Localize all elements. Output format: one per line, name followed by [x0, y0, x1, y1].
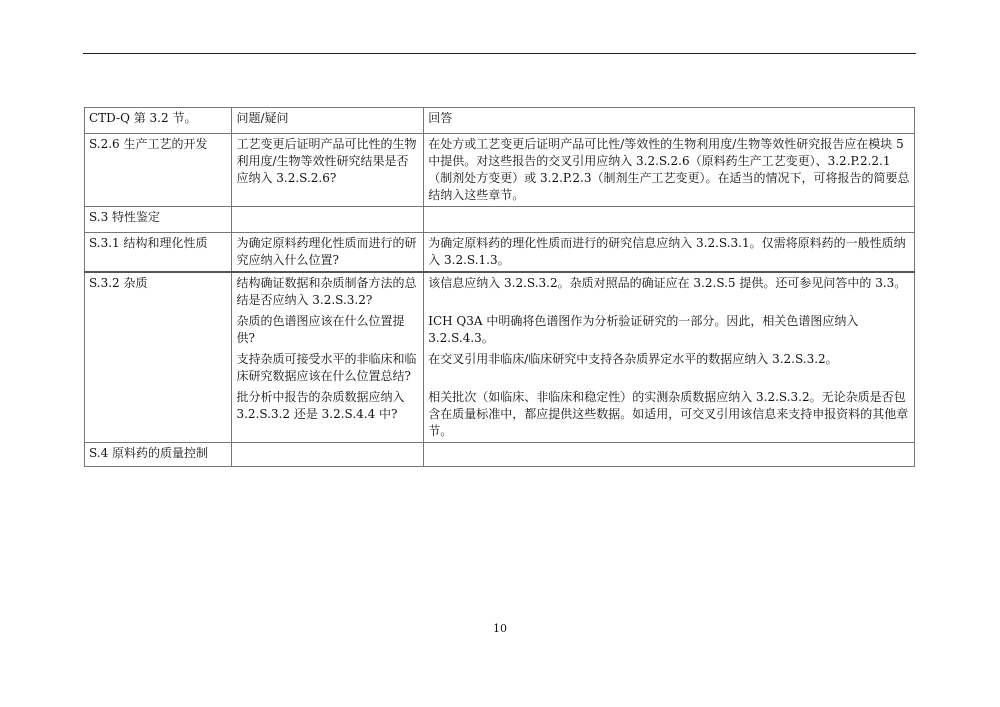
section-title: S.4 原料药的质量控制	[85, 443, 232, 467]
section-title: S.2.6 生产工艺的开发	[85, 134, 232, 207]
answer-cell	[424, 207, 915, 233]
answer-cell: 在处方或工艺变更后证明产品可比性/等效性的生物利用度/生物等效性研究报告应在模块 5 中提供。对这些报告的交叉引用应纳入 3.2.S.2.6（原料药生产工艺变更）、3.2.P.2.2.1（制剂处方变更）或 3.2.P.2.3（制剂生产工艺变更）。在适当的情况下，可将报告的简要总结纳入这些章节。	[424, 134, 915, 207]
question-cell: 工艺变更后证明产品可比性的生物利用度/生物等效性研究结果是否应纳入 3.2.S.2.6?	[232, 134, 424, 207]
answer-cell: 该信息应纳入 3.2.S.3.2。杂质对照品的确证应在 3.2.S.5 提供。还可参见问答中的 3.3。	[424, 272, 915, 311]
page-number: 10	[493, 622, 507, 635]
table-header-row	[85, 108, 915, 134]
question-cell	[232, 443, 424, 467]
section-title: S.3.1 结构和理化性质	[85, 233, 232, 273]
answer-cell: ICH Q3A 中明确将色谱图作为分析验证研究的一部分。因此，相关色谱图应纳入 3.2.S.4.3。	[424, 311, 915, 349]
header-question: 问题/疑问	[232, 108, 424, 134]
table-row	[85, 134, 915, 207]
question-cell: 为确定原料药理化性质而进行的研究应纳入什么位置?	[232, 233, 424, 273]
answer-cell	[424, 443, 915, 467]
answer-cell: 相关批次（如临床、非临床和稳定性）的实测杂质数据应纳入 3.2.S.3.2。无论杂质是否包含在质量标准中，都应提供这些数据。如适用，可交叉引用该信息来支持申报资料的其他章节。	[424, 387, 915, 443]
answer-cell: 在交叉引用非临床/临床研究中支持各杂质界定水平的数据应纳入 3.2.S.3.2。	[424, 349, 915, 387]
qa-table	[84, 107, 915, 467]
answer-cell: 为确定原料药的理化性质而进行的研究信息应纳入 3.2.S.3.1。仅需将原料药的一般性质纳入 3.2.S.1.3。	[424, 233, 915, 273]
question-cell: 支持杂质可接受水平的非临床和临床研究数据应该在什么位置总结?	[232, 349, 424, 387]
table-row	[85, 443, 915, 467]
header-answer: 回答	[424, 108, 915, 134]
table-row	[85, 272, 915, 311]
section-title: S.3.2 杂质	[85, 272, 232, 443]
question-cell: 结构确证数据和杂质制备方法的总结是否应纳入 3.2.S.3.2?	[232, 272, 424, 311]
section-title: S.3 特性鉴定	[85, 207, 232, 233]
question-cell	[232, 207, 424, 233]
header-section: CTD-Q 第 3.2 节。	[85, 108, 232, 134]
table-row	[85, 207, 915, 233]
table-row	[85, 233, 915, 273]
header-rule	[83, 53, 916, 54]
question-cell: 杂质的色谱图应该在什么位置提供?	[232, 311, 424, 349]
question-cell: 批分析中报告的杂质数据应纳入 3.2.S.3.2 还是 3.2.S.4.4 中?	[232, 387, 424, 443]
